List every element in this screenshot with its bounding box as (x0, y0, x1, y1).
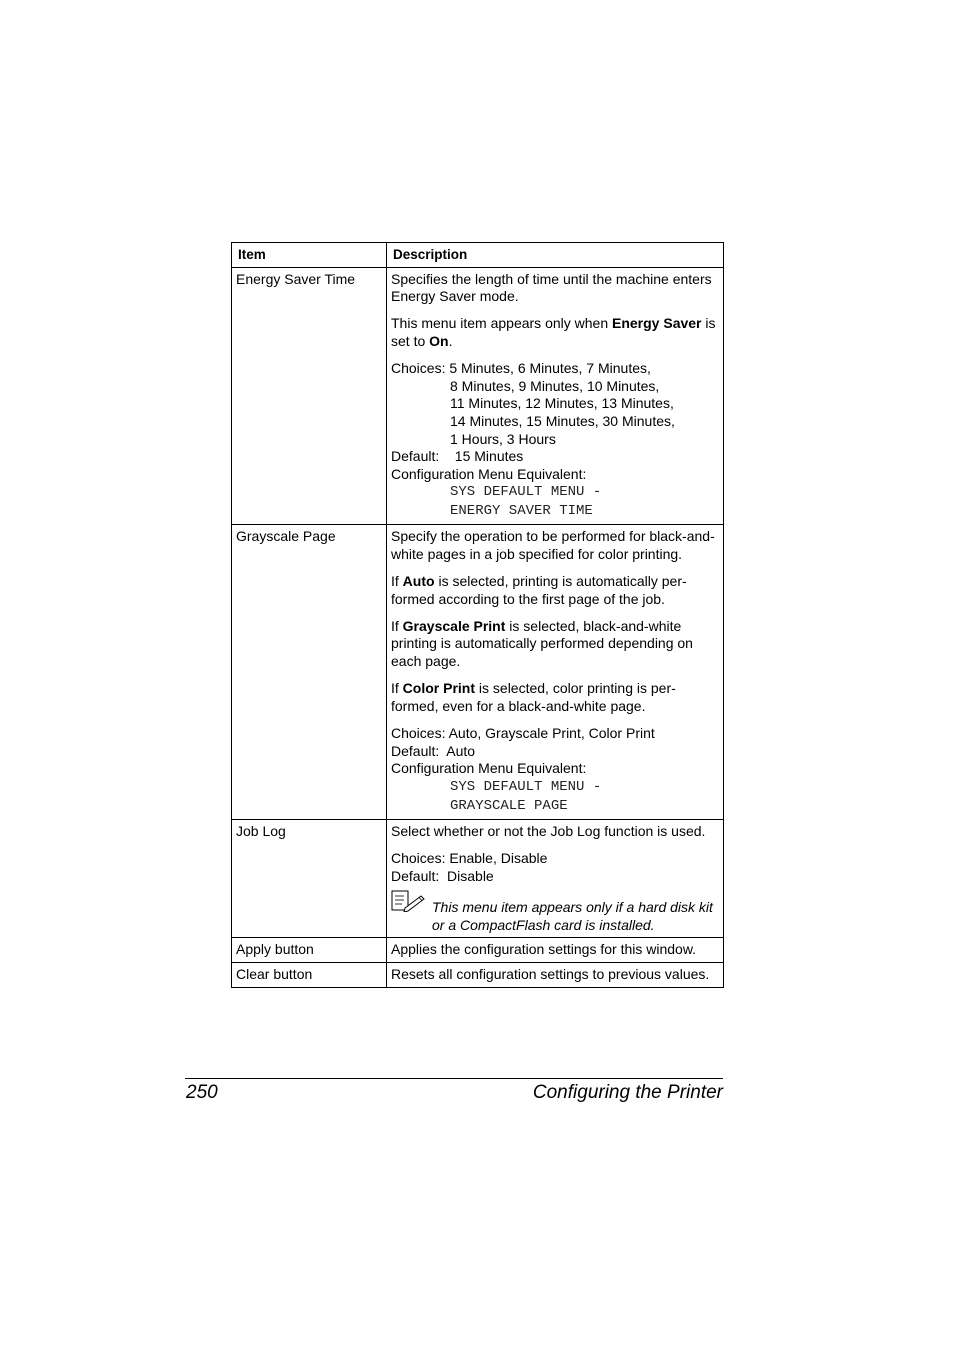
section-title: Configuring the Printer (532, 1082, 723, 1103)
description-text: Specifies the length of time until the machine enters Energy Saver mode. (391, 270, 712, 305)
description-text: If Color Print is selected, color printing is per-formed, even for a black-and-white page. (391, 680, 676, 714)
description-text: If Grayscale Print is selected, black-and-white printing is automatically performed depending on each page. (391, 617, 693, 670)
default-text: Default: Auto (391, 742, 476, 759)
description-cell (387, 525, 724, 820)
menu-path-line: GRAYSCALE PAGE (450, 797, 568, 814)
item-cell: Clear button (232, 962, 387, 987)
choices-line: 8 Minutes, 9 Minutes, 10 Minutes, (450, 377, 660, 394)
menu-path-line: ENERGY SAVER TIME (450, 503, 593, 520)
description-cell: Applies the configuration settings for this window. (387, 938, 724, 963)
table-row-grayscale-page (232, 525, 724, 820)
table-row-clear-button (232, 962, 724, 987)
column-header-item: Item (232, 243, 387, 268)
note-pencil-icon (391, 890, 427, 912)
table-row-job-log (232, 819, 724, 938)
description-cell: Resets all configuration settings to previous values. (387, 962, 724, 987)
note-box (391, 891, 719, 934)
choices-text: Choices: Enable, Disable (391, 850, 548, 866)
default-text: Default: 15 Minutes (391, 448, 524, 465)
choices-text: Choices: 5 Minutes, 6 Minutes, 7 Minutes, (391, 360, 651, 377)
table-row-energy-saver (232, 267, 724, 525)
description-text: If Auto is selected, printing is automatically per-formed according to the first page of the job. (391, 573, 687, 607)
description-cell (387, 267, 724, 525)
choices-line: 11 Minutes, 12 Minutes, 13 Minutes, (450, 395, 674, 412)
choices-continued (391, 378, 719, 448)
table-row-apply-button (232, 938, 724, 963)
page-number: 250 (186, 1082, 218, 1103)
note-text: This menu item appears only if a hard disk kit or a CompactFlash card is installed. (432, 899, 713, 933)
menu-path-line: SYS DEFAULT MENU - (450, 484, 602, 501)
column-header-description: Description (387, 243, 724, 268)
description-text: Specify the operation to be performed for black-and-white pages in a job specified for color printing. (391, 528, 715, 562)
config-label: Configuration Menu Equivalent: (391, 465, 587, 482)
settings-table (231, 242, 724, 988)
description-text: This menu item appears only when Energy Saver is set to On. (391, 315, 716, 349)
description-cell (387, 819, 724, 938)
choices-line: 1 Hours, 3 Hours (450, 430, 556, 447)
item-cell: Energy Saver Time (232, 267, 387, 525)
menu-path-line: SYS DEFAULT MENU - (450, 778, 602, 795)
config-label: Configuration Menu Equivalent: (391, 760, 587, 777)
choices-line: 14 Minutes, 15 Minutes, 30 Minutes, (450, 412, 675, 429)
item-cell: Job Log (232, 819, 387, 938)
choices-text: Choices: Auto, Grayscale Print, Color Print (391, 725, 655, 742)
item-cell: Grayscale Page (232, 525, 387, 820)
table-header-row (232, 243, 724, 268)
footer-divider (185, 1078, 723, 1079)
description-text: Select whether or not the Job Log function is used. (391, 822, 706, 839)
default-text: Default: Disable (391, 867, 494, 884)
item-cell: Apply button (232, 938, 387, 963)
